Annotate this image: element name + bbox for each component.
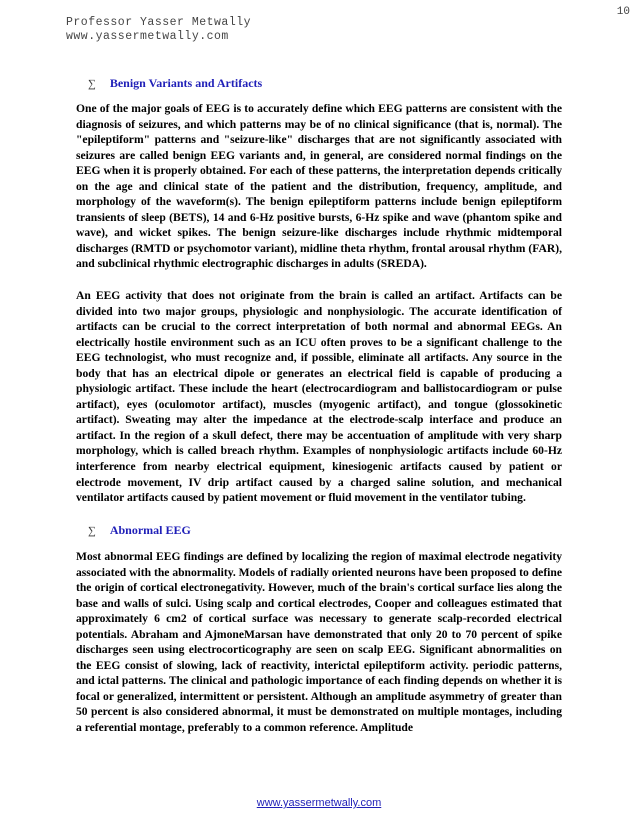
section-heading-abnormal-eeg	[88, 523, 191, 538]
section-heading-text: Benign Variants and Artifacts	[109, 76, 263, 90]
page-number: 10	[616, 6, 630, 18]
section-heading-benign-variants	[88, 76, 262, 91]
paragraph-artifacts: An EEG activity that does not originate from the brain is called an artifact. Artifacts can be divided into two major groups, physiologic and nonphysiologic. The accurate identification of artifacts can be crucial to the correct interpretation of both normal and abnormal EEGs. An electrically hostile environment such as an ICU often proves to be a significant challenge to the EEG technologist, who must recognize and, if possible, eliminate all artifacts. Any source in the body that has an electrical dipole or generates an electrical field is capable of producing a physiologic artifact. These include the heart (electrocardiogram and ballistocardiogram or pulse artifact), eyes (oculomotor artifact), muscles (myogenic artifact), and tongue (glossokinetic artifact). Sweating may alter the impedance at the electrode-scalp interface and produce an artifact. In the region of a skull defect, there may be accentuation of amplitude with very sharp morphology, which is called breach rhythm. Examples of nonphysiologic artifacts include 60-Hz interference from nearby electrical equipment, kinesiogenic artifacts caused by patient or electrode movement, IV drip artifact caused by a charged saline solution, and mechanical ventilator artifacts caused by patient movement or fluid movement in the ventilator tubing.	[76, 289, 562, 505]
paragraph-abnormal-eeg: Most abnormal EEG findings are defined by localizing the region of maximal electrode negativity associated with the abnormality. Models of radially oriented neurons have been proposed to define the origin of cortical electronegativity. However, much of the brain's cortical surface lies along the base and walls of sulci. Using scalp and cortical electrodes, Cooper and colleagues estimated that approximately 6 cm2 of cortical surface was necessary to generate scalp-recorded electrical potentials. Abraham and AjmoneMarsan have demonstrated that only 20 to 70 percent of spike discharges seen using electrocorticography are seen on scalp EEG. Significant abnormalities on the EEG consist of slowing, lack of reactivity, interictal epileptiform activity. periodic patterns, and ictal patterns. The clinical and pathologic importance of each finding depends on whether it is focal or generalized, intermittent or persistent. Although an amplitude asymmetry of greater than 50 percent is also considered abnormal, it must be demonstrated on multiple montages, including a referential montage, preferably to a common reference. Amplitude	[76, 550, 562, 735]
sigma-bullet-icon: ∑	[88, 525, 96, 537]
sigma-bullet-icon: ∑	[88, 78, 96, 90]
header-website: www.yassermetwally.com	[66, 30, 229, 43]
paragraph-benign-variants: One of the major goals of EEG is to accurately define which EEG patterns are consistent with the diagnosis of seizures, and which patterns may be of no clinical significance (that is, normal). The "epileptiform" patterns and "seizure-like" discharges that are not significantly associated with seizures are called benign EEG variants and, in general, are considered normal findings on the EEG when it is properly obtained. For each of these patterns, the interpretation depends critically on the age and clinical state of the patient and the distribution, frequency, amplitude, and morphology of the waveform(s). The benign epileptiform patterns include benign epileptiform transients of sleep (BETS), 14 and 6-Hz positive bursts, 6-Hz spike and wave (phantom spike and wave), and wicket spikes. The benign seizure-like discharges include rhythmic midtemporal discharges (RMTD or psychomotor variant), midline theta rhythm, frontal arousal rhythm (FAR), and subclinical rhythmic electrographic discharges in adults (SREDA).	[76, 102, 562, 271]
section-heading-text: Abnormal EEG	[109, 523, 191, 537]
page-header	[66, 16, 251, 44]
footer-website-link[interactable]: www.yassermetwally.com	[256, 797, 382, 809]
header-author: Professor Yasser Metwally	[66, 16, 252, 29]
